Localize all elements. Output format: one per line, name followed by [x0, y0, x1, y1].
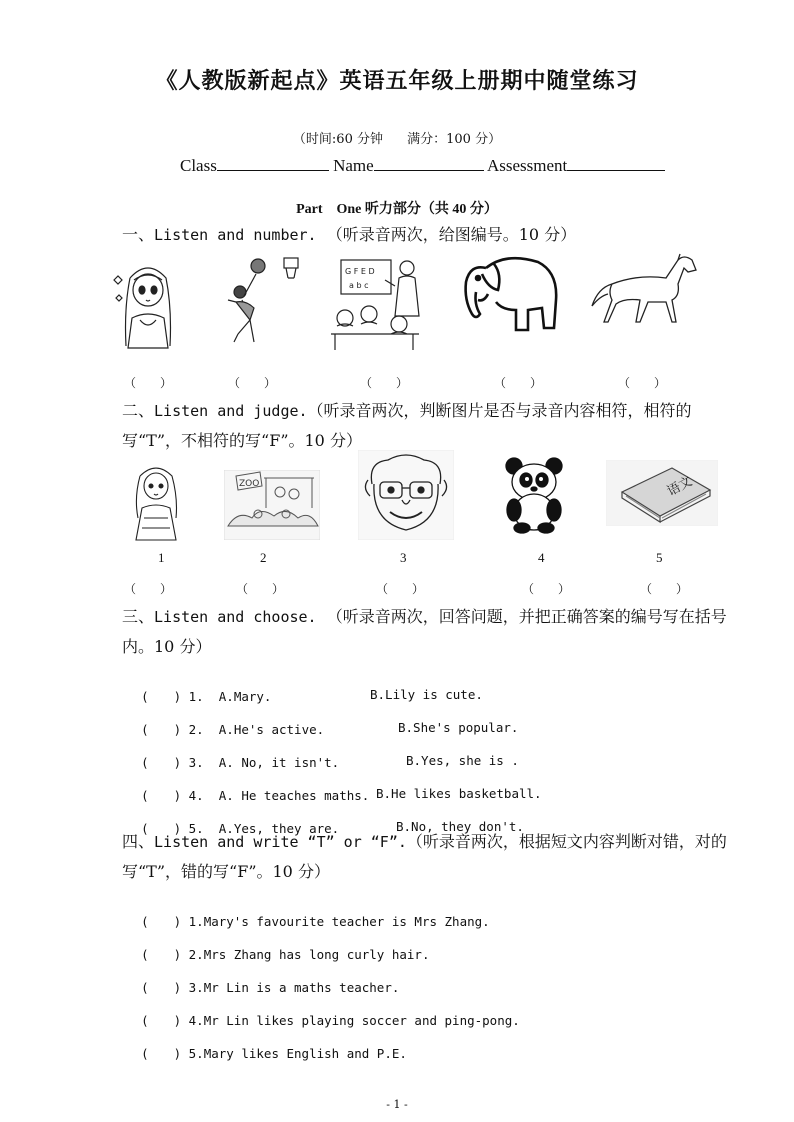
girl-picture: [112, 258, 184, 350]
section4-number: 四、: [122, 832, 155, 851]
section2-paren-5[interactable]: （ ）: [640, 582, 689, 596]
item-number: 3.: [188, 755, 204, 770]
option-b: B.Lily is cute.: [370, 687, 483, 702]
answer-paren[interactable]: ( ): [141, 1013, 182, 1028]
section4-title: [122, 827, 744, 886]
zoo-picture: [224, 470, 320, 540]
list-item: [126, 738, 519, 771]
answer-paren[interactable]: ( ): [141, 755, 182, 770]
list-item: [126, 930, 429, 963]
section2-number-1: 1: [158, 550, 165, 565]
svg-text:G F E D: G F E D: [345, 267, 375, 276]
list-item: [126, 705, 519, 738]
answer-paren[interactable]: ( ): [141, 788, 182, 803]
statement-text: 1.Mary's favourite teacher is Mrs Zhang.: [188, 914, 490, 929]
option-a: A.Mary.: [218, 689, 272, 704]
list-item: [126, 771, 542, 804]
item-number: 5.: [188, 821, 204, 836]
item-number: 4.: [188, 788, 204, 803]
answer-paren[interactable]: ( ): [141, 821, 182, 836]
option-a: A.He's active.: [218, 722, 325, 737]
section2-paren-2[interactable]: （ ）: [236, 582, 285, 596]
horse-picture: [588, 250, 700, 326]
exam-meta: [0, 128, 794, 147]
elephant-picture: [458, 250, 560, 336]
item-number: 1.: [188, 689, 204, 704]
assessment-blank[interactable]: [567, 156, 665, 171]
section2-number-2: 2: [260, 550, 267, 565]
answer-paren[interactable]: ( ): [141, 914, 182, 929]
list-item: [126, 897, 490, 930]
section1-paren-5[interactable]: （ ）: [618, 376, 667, 390]
basketball-player-picture: [220, 256, 302, 348]
section3-number: 三、: [122, 607, 155, 626]
page-title: 《人教版新起点》英语五年级上册期中随堂练习: [155, 68, 639, 94]
list-item: [126, 996, 520, 1029]
statement-text: 5.Mary likes English and P.E.: [188, 1046, 407, 1061]
name-blank[interactable]: [374, 156, 484, 171]
list-item: [126, 672, 483, 705]
section1-title: [122, 220, 744, 250]
grandpa-picture: [358, 450, 454, 540]
section2-paren-4[interactable]: （ ）: [522, 582, 571, 596]
option-a: A. No, it isn't.: [218, 755, 340, 770]
answer-paren[interactable]: ( ): [141, 689, 182, 704]
option-a: A.Yes, they are.: [218, 821, 340, 836]
time-limit: （时间:60 分钟: [292, 132, 383, 147]
classroom-picture: [325, 256, 425, 352]
section3-note: （听录音两次，回答问题，并把正确答案的编号写在括号内。10 分）: [122, 607, 727, 656]
section2-paren-3[interactable]: （ ）: [376, 582, 425, 596]
statement-text: 2.Mrs Zhang has long curly hair.: [188, 947, 430, 962]
statement-text: 3.Mr Lin is a maths teacher.: [188, 980, 400, 995]
option-b: B.She's popular.: [398, 720, 519, 735]
section4-note: （听录音两次，根据短文内容判断对错，对的写“T”，错的写“F”。10 分）: [122, 832, 727, 881]
answer-paren[interactable]: ( ): [141, 1046, 182, 1061]
chinese-book-picture: [606, 460, 718, 526]
part-heading: Part One 听力部分（共 40 分）: [296, 202, 498, 217]
answer-paren[interactable]: ( ): [141, 947, 182, 962]
section2-number: 二、: [122, 401, 155, 420]
section2-number-4: 4: [538, 550, 545, 565]
full-score: 满分：100 分）: [407, 132, 502, 147]
list-item: [126, 963, 399, 996]
option-a: A. He teaches maths.: [218, 788, 370, 803]
section2-title-en: Listen and judge.: [154, 402, 308, 420]
small-girl-picture: [128, 458, 184, 542]
section1-paren-3[interactable]: （ ）: [360, 376, 409, 390]
section1-title-en: Listen and number.: [154, 226, 317, 244]
book-title-text: 语文: [664, 474, 695, 500]
page-number: - 1 -: [386, 1098, 408, 1111]
section2-number-5: 5: [656, 550, 663, 565]
class-blank[interactable]: [217, 156, 329, 171]
section1-paren-4[interactable]: （ ）: [494, 376, 543, 390]
assessment-label: Assessment: [487, 156, 568, 175]
section3-title-en: Listen and choose.: [154, 608, 317, 626]
class-label: Class: [180, 156, 217, 175]
name-label: Name: [333, 156, 374, 175]
option-b: B.He likes basketball.: [376, 786, 542, 801]
section2-paren-1[interactable]: （ ）: [124, 582, 173, 596]
section1-number: 一、: [122, 225, 155, 244]
section4-title-en: Listen and write “T” or “F”.: [154, 833, 407, 851]
section2-number-3: 3: [400, 550, 407, 565]
svg-text:a b c: a b c: [349, 281, 369, 290]
item-number: 2.: [188, 722, 204, 737]
list-item: [126, 1029, 407, 1062]
section3-title: [122, 602, 744, 661]
section1-note: （听录音两次，给图编号。10 分）: [326, 225, 577, 244]
option-b: B.Yes, she is .: [406, 753, 519, 768]
panda-picture: [498, 456, 570, 534]
section1-paren-1[interactable]: （ ）: [124, 376, 173, 390]
answer-paren[interactable]: ( ): [141, 980, 182, 995]
student-info-line: [180, 156, 665, 176]
option-b: B.No, they don't.: [396, 819, 524, 834]
zoo-sign-text: ZOO: [239, 479, 260, 489]
section2-title: [122, 396, 744, 455]
section1-paren-2[interactable]: （ ）: [228, 376, 277, 390]
statement-text: 4.Mr Lin likes playing soccer and ping-pong.: [188, 1013, 520, 1028]
answer-paren[interactable]: ( ): [141, 722, 182, 737]
section2-note: （听录音两次，判断图片是否与录音内容相符，相符的写“T”，不相符的写“F”。10 分）: [122, 401, 692, 450]
